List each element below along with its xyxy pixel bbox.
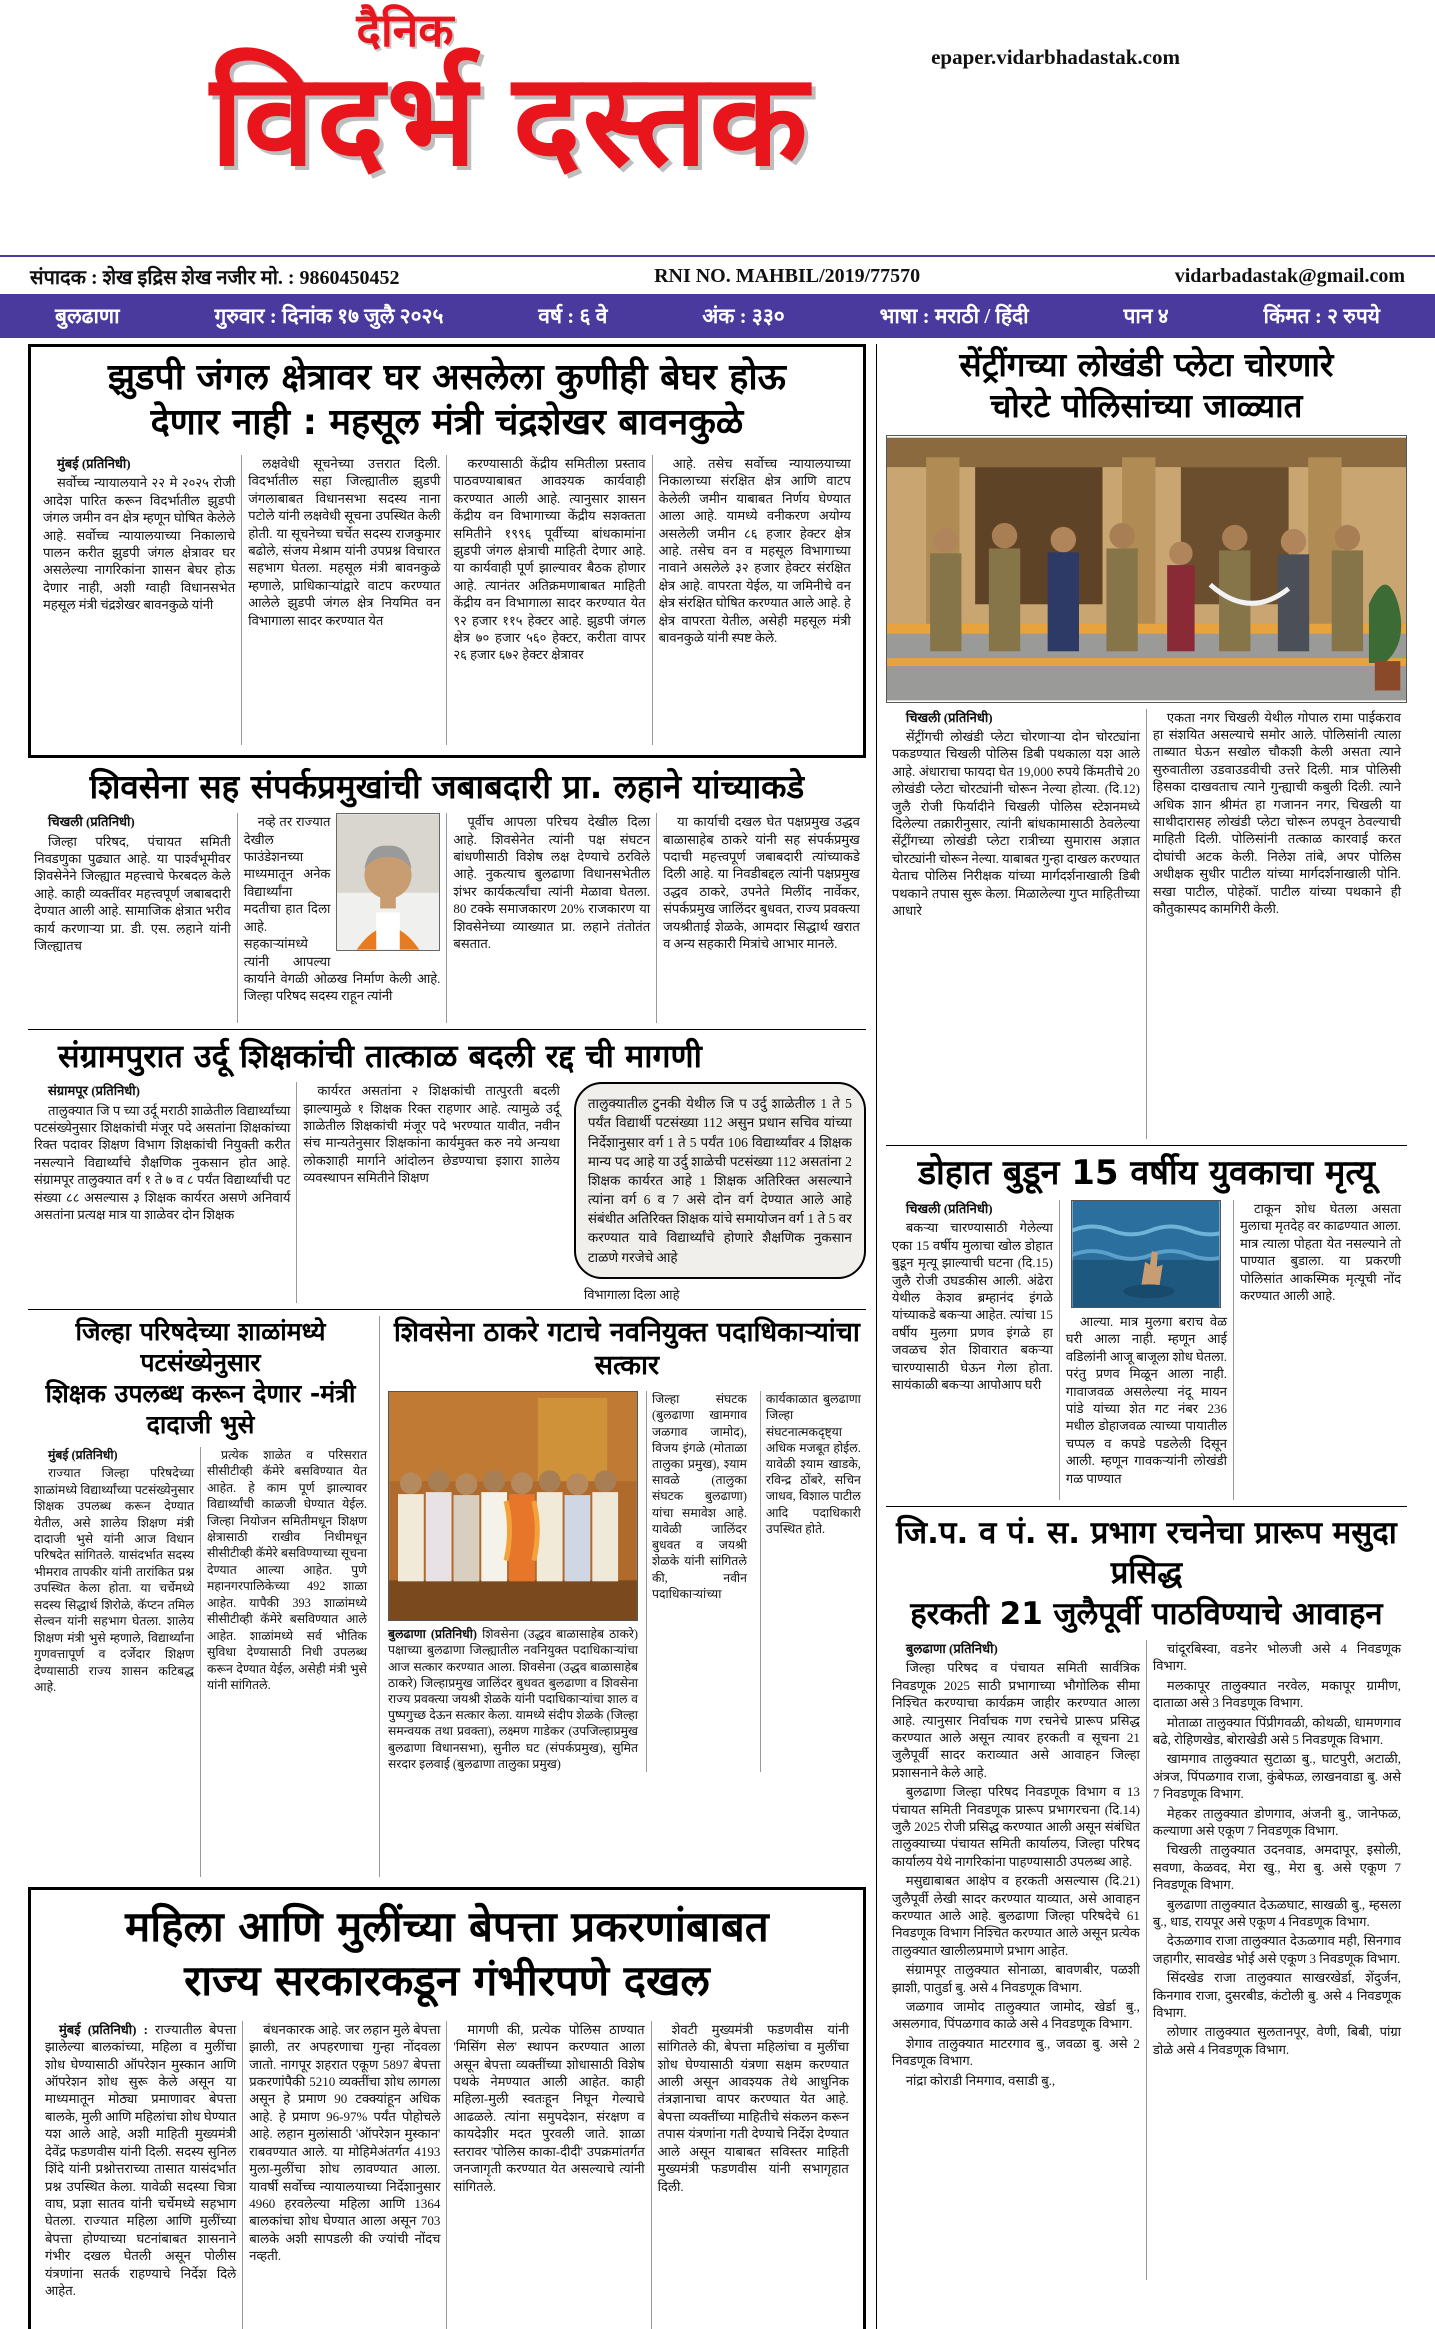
prabhag-text-5: जळगाव जामोद तालुक्यात जामोद, खेर्डा बु., असलगाव, पिंपळगाव काळे असे 4 निवडणूक विभाग. xyxy=(891,1999,1140,2032)
missing-text-1: राज्यातील बेपत्ता झालेल्या बालकांच्या, महिला व मुलींचा शोध घेण्यासाठी ऑपरेशन मुस्कान आणि ऑपरेशन शोध सुरू केले असून या माध्यमातून मोठ्या प्रमाणावर बेपत्ता बालके, मुली आणि महिलांचा शोध घेण्यात यश आले आहे, अशी माहिती मुख्यमंत्री देवेंद्र फडणवीस यांनी दिली. सदस्य सुनिल शिंदे यांनी प्रश्नोत्तराच्या तासात यासंदर्भात प्रश्न उपस्थित केला. यावेळी सदस्या चित्रा वाघ, प्रज्ञा सातव यांनी चर्चेमध्ये सहभाग घेतला. राज्यात महिला आणि मुलींच्या बेपत्ता होण्याच्या घटनांबाबत शासनाने गंभीर दखल घेतली असून पोलीस यंत्रणांना सतर्क राहण्याचे निर्देश दिले आहेत. xyxy=(45,2021,237,2298)
zp-schools-text-2: प्रत्येक शाळेत व परिसरात सीसीटीव्ही कॅमेरे बसविण्यात येत आहेत. हे काम पूर्ण झाल्यावर विद्यार्थ्यांची काळजी घेण्यात येईल. जिल्हा नियोजन समितीमधून शिक्षण क्षेत्रासाठी राखीव निधीमधून सीसीटीव्ही कॅमेरे बसविण्याच्या सूचना देण्यात आल्या आहेत. पुणे महानगरपालिकेच्या 492 शाळा आहेत. यापैकी 393 शाळांमध्ये सीसीटीव्ही कॅमेरे बसविण्यात आले आहेत. शाळांमध्ये सर्व भौतिक सुविधा देण्यासाठी निधी उपलब्ध करून देण्यात येईल, असेही मंत्री भुसे यांनी सांगितले. xyxy=(207,1447,367,1693)
prabhag-headline-line1: जि.प. व पं. स. प्रभाग रचनेचा प्रारूप मसुदा प्रसिद्ध xyxy=(896,1515,1397,1592)
article-missing-women xyxy=(28,1887,866,2329)
plates-headline-line1: सेंट्रींगच्या लोखंडी प्लेटा चोरणारे xyxy=(959,345,1334,384)
satkar-text-under-photo xyxy=(388,1626,638,1772)
prabhag-village-8: सिंदखेड राजा तालुक्यात साखरखेर्डा, शेंदुर्जन, किनगाव राजा, दुसरबीड, कंटोली बु. असे 4 निवडणूक विभाग. xyxy=(1152,1970,1402,2021)
drowning-text-1: बकऱ्या चारण्यासाठी गेलेल्या एका 15 वर्षीय मुलाचा खोल डोहात बुडून मृत्यू झाल्याची घटना (दि.15) जुलै रोजी उघडकीस आली. अंढेरा येथील केशव ब्रम्हानंद इंगळे यांच्याकडे बकऱ्या आहेत. त्यांचा 15 वर्षीय मुलगा प्रणव इंगळे हा जवळच शेत शिवारात बकऱ्या चारण्यासाठी घेऊन गेला होता. सायंकाळी बकऱ्या आपोआप घरी xyxy=(891,1220,1053,1393)
plates-body xyxy=(886,709,1407,1139)
prabhag-village-9: लोणार तालुक्यात सुलतानपूर, वेणी, बिबी, पांग्रा डोळे असे 4 निवडणूक विभाग. xyxy=(1152,2024,1402,2057)
urdu-body xyxy=(28,1082,566,1302)
prabhag-village-3: खामगाव तालुक्यात सुटाळा बु., घाटपुरी, अटाळी, अंत्रज, पिंपळगाव राजा, कुंबेफळ, लाखनवाडा बु. असे 7 निवडणूक विभाग. xyxy=(1152,1751,1402,1802)
article-urdu-transfer xyxy=(28,1036,866,1302)
lahane-text-2: नव्हे तर राज्यात देखील फाउंडेशनच्या माध्यमातून अनेक विद्यार्थ्यांना मदतीचा हात दिला आहे. सहकाऱ्यांमध्ये त्यांनी आपल्या कार्याने वेगळी ओळख निर्माण केली आहे. जिल्हा परिषद सदस्य राहून त्यांनी xyxy=(243,814,441,1004)
urdu-col-2 xyxy=(296,1082,565,1302)
prabhag-village-6: बुलढाणा तालुक्यात देऊळघाट, साखळी बु., म्हसला बु., धाड, रायपूर असे एकूण 4 निवडणूक विभाग. xyxy=(1152,1896,1402,1929)
jungle-col-3 xyxy=(446,455,651,745)
urdu-tail-text: विभागाला दिला आहे xyxy=(583,1286,680,1302)
jungle-text-2: लक्षवेधी सूचनेच्या उत्तरात दिली. विदर्भातील सहा जिल्ह्यातील झुडपी जंगलाबाबत विधानसभा सदस्य नाना पटोले यांनी लक्षवेधी सूचना उपस्थित केली होती. या सूचनेच्या चर्चेत सदस्य राजकुमार बढोले, संजय मेश्राम यांनी उपप्रश्न विचारत सहभाग घेतला. महसूल मंत्री बावनकुळे म्हणाले, प्राधिकाऱ्यांद्वारे वाटप करण्यात आलेले झुडपी जंगल क्षेत्र नियमित वन विभागाला सादर करण्यात येत xyxy=(248,456,441,628)
zp-schools-byline: मुंबई (प्रतिनिधी) xyxy=(48,1447,118,1462)
article-prabhag xyxy=(886,1513,1407,2280)
right-zone xyxy=(876,344,1407,2329)
police-group-photo xyxy=(886,435,1407,703)
missing-byline: मुंबई (प्रतिनिधी) : xyxy=(59,2021,148,2037)
jungle-body xyxy=(37,455,857,745)
plates-col-2 xyxy=(1146,709,1407,1139)
masthead xyxy=(0,0,1435,255)
info-year: वर्ष : ६ वे xyxy=(538,304,608,328)
missing-body xyxy=(39,2021,855,2329)
lahane-text-1: जिल्हा परिषद, पंचायत समिती निवडणुका पुढ्यात आहे. या पार्श्वभूमीवर शिवसेनेने जिल्ह्यात महत्त्वाचे फेरबदल केले आहे. काही व्यक्तींवर महत्त्वपूर्ण जबाबदारी देण्यात आली आहे. सामाजिक क्षेत्रात भरीव कार्य करणाऱ्या प्रा. डी. एस. लहाने यांनी जिल्ह्यातच xyxy=(34,833,231,954)
urdu-col-1 xyxy=(28,1082,296,1302)
content xyxy=(0,338,1435,2329)
missing-col-3 xyxy=(446,2021,650,2329)
drowning-body xyxy=(886,1200,1407,1500)
missing-text-3: मागणी की, प्रत्येक पोलिस ठाण्यात 'मिसिंग सेल' स्थापन करण्यात आला असून बेपत्ता व्यक्तींच्या शोधासाठी विशेष पथके नेमण्यात आली आहेत. काही महिला-मुली स्वतःहून निघून गेल्याचे आढळले. त्यांना समुपदेशन, संरक्षण व कायदेशीर मदत पुरवली जाते. शाळा स्तरावर 'पोलिस काका-दीदी' उपक्रमांतर्गत जनजागृती करण्यात येत असल्याचे त्यांनी सांगितले. xyxy=(453,2021,645,2194)
drowning-text-3: टाकून शोध घेतला असता मुलाचा मृतदेह वर काढण्यात आला. मात्र त्याला पोहता येत नसल्याने तो पाण्यात बुडाला. या प्रकरणी पोलिसांत आकस्मिक मृत्यूची नोंद करण्यात आली आहे. xyxy=(1239,1201,1402,1304)
satkar-col-2 xyxy=(646,1391,752,1772)
drowning-col-1 xyxy=(886,1200,1059,1500)
info-place: बुलढाणा xyxy=(55,304,120,328)
satkar-text-2: जिल्हा संघटक (बुलढाणा खामगाव जळगाव जामोद), विजय इंगळे (मोताळा तालुका प्रमुख), श्याम सावळे (तालुका संघटक बुलढाणा) यांचा समावेश आहे. यावेळी जालिंदर बुधवत व जयश्री शेळके यांनी सांगितले की, नवीन पदाधिकाऱ्यांच्या xyxy=(652,1392,747,1601)
missing-col-1 xyxy=(39,2021,242,2329)
urdu-headline: संग्रामपुरात उर्दू शिक्षकांची तात्काळ बदली रद्द ची मागणी xyxy=(58,1037,702,1076)
urdu-text-1: तालुक्यात जि प च्या उर्दू मराठी शाळेतील विद्यार्थ्यांच्या पटसंख्येनुसार शिक्षकांची मंजूर पदे असतांना शिक्षकांच्या रिक्त पदावर शिक्षण विभाग शिक्षकांची नियुक्ती करीत नसल्याने विद्यार्थ्यांचे शैक्षणिक नुकसान होत आहे. संग्रामपूर तालुक्यात वर्ग १ ते ७ व ८ पर्यंत विद्यार्थ्यांची पट संख्या ८८ असल्यास ३ शिक्षक कार्यरत असणे अनिवार्य असतांना प्रत्यक्ष मात्र या शाळेवर दोन शिक्षक xyxy=(34,1102,291,1223)
prabhag-village-1: मलकापूर तालुक्यात नरवेल, मकापूर ग्रामीण, दाताळा असे 3 निवडणूक विभाग. xyxy=(1152,1677,1402,1711)
jungle-col-4 xyxy=(652,455,857,745)
drowning-col-3 xyxy=(1233,1200,1407,1500)
missing-col-4 xyxy=(651,2021,855,2329)
prabhag-text-2: बुलढाणा जिल्हा परिषद निवडणूक विभाग व 13 पंचायत समिती निवडणूक प्रारूप प्रभागरचना (दि.14) जुलै 2025 रोजी प्रसिद्ध करण्यात आली असून संबंधित तालुक्याच्या पंचायत समिती कार्यालय, जिल्हा परिषद कार्यालय येथे नागरिकांना पाहण्यासाठी उपलब्ध आहे. xyxy=(891,1784,1140,1869)
article-plates-theft xyxy=(886,344,1407,1139)
epaper-url[interactable]: epaper.vidarbhadastak.com xyxy=(931,45,1180,69)
rni-number: RNI NO. MAHBIL/2019/77570 xyxy=(654,265,921,287)
row-ef xyxy=(28,1316,866,1877)
info-language: भाषा : मराठी / हिंदी xyxy=(879,304,1029,328)
brand-title: विदर्भ दस्तक xyxy=(210,50,810,192)
satkar-text-3: कार्यकाळात बुलढाणा जिल्हा संघटनात्मकदृष्ट्या अधिक मजबूत होईल. यावेळी श्याम खाडके, रविन्द्र ठोंबरे, सचिन जाधव, विशाल पाटील आदि पदाधिकारी उपस्थित होते. xyxy=(765,1392,861,1536)
editor-row xyxy=(0,255,1435,294)
prabhag-text-6: शेगाव तालुक्यात माटरगाव बु., जवळा बु. असे 2 निवडणूक विभाग. xyxy=(891,2035,1140,2069)
info-bar xyxy=(0,294,1435,338)
lahane-portrait-photo xyxy=(336,813,440,951)
prabhag-text-4: संग्रामपूर तालुक्यात सोनाळा, बावणबीर, पळशी झाशी, पातुर्डा बु. असे 4 निवडणूक विभाग. xyxy=(891,1962,1140,1995)
prabhag-col-1 xyxy=(886,1640,1146,2280)
lahane-headline: शिवसेना सह संपर्कप्रमुखांची जबाबदारी प्रा. लहाने यांच्याकडे xyxy=(89,767,805,806)
prabhag-headline-line2: हरकती 21 जुलैपूर्वी पाठविण्याचे आवाहन xyxy=(910,1595,1383,1632)
jungle-headline-line2: देणार नाही : महसूल मंत्री चंद्रशेखर बावनकुळे xyxy=(150,402,744,443)
jungle-byline: मुंबई (प्रतिनिधी) xyxy=(57,456,131,471)
lahane-col-3 xyxy=(446,813,656,1023)
prabhag-village-5: चिखली तालुक्यात उदनवाड, अमदापूर, इसोली, सवणा, केळवद, मेरा खु., मेरा बु. असे एकूण 7 निवडणूक विभाग. xyxy=(1152,1842,1402,1893)
plates-col-1 xyxy=(886,709,1146,1139)
satkar-headline: शिवसेना ठाकरे गटाचे नवनियुक्त पदाधिकाऱ्यांचा सत्कार xyxy=(393,1316,860,1382)
lahane-text-4: या कार्याची दखल घेत पक्षप्रमुख उद्धव बाळासाहेब ठाकरे यांनी सह संपर्कप्रमुख पदाची महत्त्वपूर्ण जबाबदारी त्यांच्याकडे दिली आहे. या निवडीबद्दल त्यांनी पक्षप्रमुख उद्धव ठाकरे, उपनेते मिलींद नार्वेकर, संपर्कप्रमुख जालिंदर बुधवत, राज्य प्रवक्त्या जयश्रीताई शेळके, आमदार सिद्धार्थ खरात व अन्य सहकारी मित्रांचे आभार मानले. xyxy=(663,814,860,952)
prabhag-col-2 xyxy=(1146,1640,1407,2280)
missing-text-4: शेवटी मुख्यमंत्री फडणवीस यांनी सांगितले की, बेपत्ता महिलांचा व मुलींचा शोध घेण्यासाठी यंत्रणा सक्षम करण्यात आली असून आवश्यक तेथे आधुनिक तंत्रज्ञानाचा वापर करण्यात येत आहे. बेपत्ता व्यक्तींच्या माहितीचे संकलन करून तपास यंत्रणांना गती देण्याचे निर्देश देण्यात आले असून याबाबत सविस्तर माहिती मुख्यमंत्री फडणवीस यांनी सभागृहात दिली. xyxy=(657,2021,849,2194)
plates-byline: चिखली (प्रतिनिधी) xyxy=(905,709,993,725)
jungle-headline-line1: झुडपी जंगल क्षेत्रावर घर असलेला कुणीही बेघर होऊ xyxy=(107,357,786,398)
missing-headline-line2: राज्य सरकारकडून गंभीरपणे दखल xyxy=(184,1956,710,2006)
urdu-byline: संग्रामपूर (प्रतिनिधी) xyxy=(48,1083,140,1099)
info-price: किंमत : २ रुपये xyxy=(1263,304,1380,328)
prabhag-village-4: मेहकर तालुक्यात डोणगाव, अंजनी बु., जानेफळ, कल्याणा असे एकूण 7 निवडणूक विभाग. xyxy=(1152,1805,1402,1838)
urdu-highlight-box: तालुक्यातील टुनकी येथील जि प उर्दु शाळेतील 1 ते 5 पर्यंत विद्यार्थी पटसंख्या 112 असुन प्रधान सचिव यांच्या निर्देशानुसार वर्ग 1 ते 5 पर्यंत 106 विद्यार्थ्यांवर 4 शिक्षक मान्य पद आहे या उर्दु शाळेची पटसंख्या 112 असतांना 2 शिक्षक कार्यरत आहे 1 शिक्षक अतिरिक्त असल्याने त्यांना वर्ग 6 व 7 असे दोन वर्ग देण्यात आले आहे संबंधीत अतिरिक्त शिक्षक यांचे समायोजन वर्ग 1 ते 5 वर करण्यात यावे विद्यार्थ्यांचे होणारे शैक्षणिक नुकसान टाळणे गरजेचे आहे xyxy=(574,1082,866,1278)
prabhag-text-3: मसुद्याबाबत आक्षेप व हरकती असल्यास (दि.21) जुलैपूर्वी लेखी सादर करण्यात याव्यात, असे आवाहन करण्यात आले आहे. बुलढाणा जिल्हा परिषदेचे 61 निवडणूक विभाग निश्चित करण्यात आले असून प्रत्येक तालुक्यात खालीलप्रमाणे प्रभाग आहेत. xyxy=(891,1873,1140,1958)
drowning-headline: डोहात बुडून 15 वर्षीय युवकाचा मृत्यू xyxy=(917,1152,1375,1193)
lahane-body xyxy=(28,813,866,1023)
prabhag-body xyxy=(886,1640,1407,2280)
drowning-byline: चिखली (प्रतिनिधी) xyxy=(905,1201,993,1216)
jungle-text-4: आहे. तसेच सर्वोच्च न्यायालयाच्या निकालाच्या संरक्षित क्षेत्र आणि वाटप केलेली जमीन याबाबत निर्णय घेण्यात आला आहे. यामध्ये वनीकरण अयोग्य असलेली जमीन ८६ हजार हेक्टर क्षेत्र आहे. तसेच वन व महसूल विभागाच्या नावाने असलेले ३२ हजार हेक्टर संरक्षित क्षेत्र आहे. वापरता येईल, या जमिनीचे वन क्षेत्र संरक्षित घोषित करण्यात आले आहे. हे क्षेत्र वापरता येतील, असेही महसूल मंत्री बावनकुळे यांनी स्पष्ट केले. xyxy=(658,456,851,646)
missing-headline-line1: महिला आणि मुलींच्या बेपत्ता प्रकरणांबाबत xyxy=(125,1901,769,1951)
zp-schools-body xyxy=(28,1447,373,1877)
lahane-col-2 xyxy=(237,813,447,1023)
missing-text-2: बंधनकारक आहे. जर लहान मुले बेपत्ता झाली, तर अपहरणाचा गुन्हा नोंदवला जातो. नागपूर शहरात एकूण 5897 बेपत्ता प्रकरणांपैकी 5210 व्यक्तींचा शोध लागला असून हे प्रमाण 90 टक्क्यांहून अधिक आहे. हे प्रमाण 96-97% पर्यंत पोहोचले आहे. लहान मुलांसाठी 'ऑपरेशन मुस्कान' राबवण्यात आले. या मोहिमेअंतर्गत 4193 मुला-मुलींचा शोध लावण्यात आला. यावर्षी सर्वोच्च न्यायालयाच्या निर्देशानुसार 4960 हरवलेल्या महिला आणि 1364 बालकांचा शोध घेण्यात आला असून 703 बालके अशी सापडली की ज्यांची नोंदच नव्हती. xyxy=(249,2021,441,2264)
zp-schools-text-1: राज्यात जिल्हा परिषदेच्या शाळांमध्ये विद्यार्थ्यांच्या पटसंख्येनुसार शिक्षक उपलब्ध करून देण्यात येतील, असे शालेय शिक्षण मंत्री दादाजी भुसे यांनी आज विधान परिषदेत सांगितले. यासंदर्भात सदस्य भीमराव तापकीर यांनी तारांकित प्रश्न उपस्थित केला होता. या चर्चेमध्ये सदस्य सिद्धार्थ शिरोळे, कॅप्टन तमिल सेल्वन यांनी सहभाग घेतला. शालेय शिक्षण मंत्री भुसे म्हणाले, विद्यार्थ्यांना गुणवत्तापूर्ण व दर्जेदार शिक्षण देण्यासाठी राज्य शासन कटिबद्ध आहे. xyxy=(34,1466,194,1695)
article-satkar xyxy=(380,1316,866,1877)
email[interactable]: vidarbadastak@gmail.com xyxy=(1174,265,1405,287)
info-issue: अंक : ३३० xyxy=(702,304,785,328)
lahane-col-4 xyxy=(656,813,866,1023)
satkar-byline: बुलढाणा (प्रतिनिधी) xyxy=(388,1627,477,1642)
jungle-col-2 xyxy=(241,455,446,745)
divider xyxy=(28,1309,866,1310)
drowning-text-2: आल्या. मात्र मुलगा बराच वेळ घरी आला नाही. म्हणून आई वडिलांनी आजू बाजूला शोध घेतला. परंतु प्रणव मिळून आला नाही. गावाजवळ असलेल्या नंदू मायन पांडे यांच्या शेत गट नंबर 236 मधील डोहाजवळ त्याच्या पायातील चप्पल व कपडे पडलेली दिसून आली. म्हणून गावकऱ्यांनी लोखंडी गळ पाण्यात xyxy=(1065,1314,1227,1486)
lahane-byline: चिखली (प्रतिनिधी) xyxy=(48,814,135,830)
satkar-text-1: शिवसेना (उद्धव बाळासाहेब ठाकरे) पक्षाच्या बुलढाणा जिल्ह्यातील नवनियुक्त पदाधिकाऱ्यांचा आज सत्कार करण्यात आला. शिवसेना (उद्धव बाळासाहेब ठाकरे) जिल्हाप्रमुख जालिंदर बुधवत बुलढाणा व शिवसेना राज्य प्रवक्त्या जयश्री शेळके यांनी पदाधिकाऱ्यांचा शाल व पुष्पगुच्छ देऊन सत्कार केला. यामध्ये संदीप शेळके (जिल्हा समन्वयक तथा प्रवक्ता), लक्ष्मण गाडेकर (उपजिल्हाप्रमुख बुलढाणा विधानसभा), सुनील घट (संपर्कप्रमुख), सुमित सरदार इलवाई (बुलढाणा तालुका प्रमुख) xyxy=(388,1627,639,1771)
drowning-col-2 xyxy=(1059,1200,1233,1500)
jungle-text-3: करण्यासाठी केंद्रीय समितीला प्रस्ताव पाठवण्याबाबत आवश्यक कार्यवाही करण्यात आली आहे. त्यानुसार शासन केंद्रीय वन विभागाच्या केंद्रीय सशक्तता समितीने १९९६ पूर्वीच्या बांधकामांना झुडपी जंगल क्षेत्राची माहिती देणार आहे. या कार्यवाही पूर्ण झाल्यावर बैठक होणार आहे. त्यानंतर अतिक्रमणाबाबत माहिती केंद्रीय वन विभागाला सादर करण्यात येत ९२ हजार ११५ हेक्टर आहे. झुडपी जंगल क्षेत्र ७० हजार ५६० हेक्टर, करीता वापर २६ हजार ६७२ हेक्टर क्षेत्रावर xyxy=(453,456,646,663)
plates-text-1: सेंट्रींगची लोखंडी प्लेटा चोरणाऱ्या दोन चोरट्यांना पकडण्यात चिखली पोलिस डिबी पथकाला यश आले आहे. अंधाराचा फायदा घेत 19,000 रुपये किंमतीचे 20 लोखंडी प्लेटा चोरट्यांनी चोरून नेल्या होत्या. (दि.12) जुलै रोजी फिर्यादीने चिखली पोलिस स्टेशनमध्ये दिलेल्या तक्रारीनुसार, त्यांनी बांधकामासाठी ठेवलेल्या सेंट्रींगच्या लोखंडी प्लेटा रात्रीच्या सुमारास अज्ञात चोरट्यांनी चोरून नेल्या. याबाबत गुन्हा दाखल करण्यात येताच पोलिस निरीक्षक यांच्या मार्गदर्शनाखाली डिबी पथकाने तपास सुरू केला. मिळालेल्या गुप्त माहितीच्या आधारे xyxy=(891,728,1140,918)
jungle-col-1 xyxy=(37,455,241,745)
zp-schools-col-1 xyxy=(28,1447,200,1877)
urdu-text-2: कार्यरत असतांना २ शिक्षकांची तात्पुरती बदली झाल्यामुळे १ शिक्षक रिक्त राहणार आहे. त्यामुळे उर्दू शाळेतील शिक्षकांची मंजूर पदे भरण्यात यावीत, नवीन संच मान्यतेनुसार शिक्षकांना कार्यमुक्त करु नये अन्यथा लोकशाही मार्गाने आंदोलन छेडण्याचा इशारा शालेय व्यवस्थापन समितीने शिक्षण xyxy=(303,1083,560,1186)
brand-daily-label: दैनिक xyxy=(356,5,454,56)
divider xyxy=(28,1029,866,1030)
lahane-col-1 xyxy=(28,813,237,1023)
zp-schools-headline-line2: शिक्षक उपलब्ध करून देणार -मंत्री दादाजी भुसे xyxy=(45,1379,356,1440)
lahane-text-3: पूर्वीच आपला परिचय देखील दिला आहे. शिवसेनेत त्यांनी पक्ष संघटन बांधणीसाठी विशेष लक्ष देण्याचे ठरविले आहे. नुकत्याच बुलढाणा विधानसभेतील शंभर कार्यकर्त्यांचा त्यांनी मेळावा घेतला. 80 टक्के समाजकारण 20% राजकारण या शिवसेनेच्या व्याख्यात प्रा. लहाने तंतोतंत बसतात. xyxy=(453,814,651,952)
article-zp-schools xyxy=(28,1316,380,1877)
brand xyxy=(110,5,910,192)
prabhag-village-0: चांदूरबिस्वा, वडनेर भोलजी असे 4 निवडणूक विभाग. xyxy=(1152,1640,1402,1674)
prabhag-byline: बुलढाणा (प्रतिनिधी) xyxy=(905,1640,998,1656)
missing-col-2 xyxy=(242,2021,446,2329)
article-jungle xyxy=(28,344,866,758)
satkar-photo-column xyxy=(388,1391,638,1772)
info-date: गुरुवार : दिनांक १७ जुलै २०२५ xyxy=(214,304,444,328)
divider xyxy=(886,1506,1407,1507)
prabhag-village-7: देऊळगाव राजा तालुक्यात देऊळगाव मही, सिनगाव जहागीर, सावखेड भोई असे एकूण 3 निवडणूक विभाग. xyxy=(1152,1933,1402,1966)
jungle-text-1: सर्वोच्च न्यायालयाने २२ मे २०२५ रोजी आदेश पारित करून विदर्भातील झुडपी जंगल जमीन वन क्षेत्र म्हणून घोषित केलेले आहे. सर्वोच्च न्यायालयाच्या निकालाचे पालन करीत झुडपी जंगल क्षेत्रावर घर असलेल्या नागरिकांना शासन बेघर होऊ देणार नाही, अशी ग्वाही विधानसभेत महसूल मंत्री चंद्रशेखर बावनकुळे यांनी xyxy=(43,475,236,613)
article-drowning xyxy=(886,1152,1407,1501)
urdu-box-wrap xyxy=(574,1082,866,1302)
drowning-photo xyxy=(1071,1200,1221,1308)
satkar-col-3 xyxy=(760,1391,866,1772)
zp-schools-headline-line1: जिल्हा परिषदेच्या शाळांमध्ये पटसंख्येनुसार xyxy=(75,1316,326,1377)
info-pages: पान ४ xyxy=(1123,304,1169,328)
divider xyxy=(886,1145,1407,1146)
plates-headline-line2: चोरटे पोलिसांच्या जाळ्यात xyxy=(990,386,1303,426)
prabhag-village-2: मोताळा तालुक्यात पिंप्रीगवळी, कोथळी, धामणगाव बढे, रोहिणखेड, बोराखेडी असे 5 निवडणूक विभाग. xyxy=(1152,1714,1402,1747)
plates-text-2: एकता नगर चिखली येथील गोपाल रामा पाईकराव हा संशयित असल्याचे समोर आले. पोलिसांनी त्याला ताब्यात घेऊन सखोल चौकशी केली असता त्याने सुरुवातीला उडवाउडवीची उत्तरे दिली. मात्र पोलिसी हिसका दाखवताच त्याने गुन्ह्याची कबुली दिली. त्याने अधिक शान श्रीमंत हा गजानन नगर, चिखली या साथीदारासह लोखंडी प्लेटा चोरून लपवून ठेवल्याची माहिती दिली. पोलिसांनी तत्काळ कारवाई करत दोघांची अटक केली. निलेश तांबे, अपर पोलिस अधीक्षक सुधीर पाटील यांच्या मार्गदर्शनाखाली पोनि. सखा पाटील, पोहेकॉ. पाटील यांच्या पथकाने ही कौतुकास्पद कामगिरी केली. xyxy=(1152,709,1402,916)
satkar-group-photo xyxy=(388,1391,638,1621)
article-lahane xyxy=(28,766,866,1023)
prabhag-text-7: नांद्रा कोराडी निमगाव, वसाडी बु., xyxy=(905,2072,1056,2088)
prabhag-text-1: जिल्हा परिषद व पंचायत समिती सार्वत्रिक निवडणूक 2025 साठी प्रभागाच्या भौगोलिक सीमा निश्चित करण्याचा कार्यक्रम जाहीर करण्यात आला आहे. त्यानुसार निर्वाचक गण रचनेचे प्रारूप प्रसिद्ध करण्यात आले असून त्यावर हरकती व सूचना 21 जुलैपूर्वी सादर कराव्यात असे आवाहन जिल्हा प्रशासनाने केले आहे. xyxy=(891,1660,1140,1780)
editor-line: संपादक : शेख इद्रिस शेख नजीर मो. : 9860450452 xyxy=(30,267,400,289)
zp-schools-col-2 xyxy=(200,1447,373,1877)
left-zone xyxy=(28,344,866,2329)
